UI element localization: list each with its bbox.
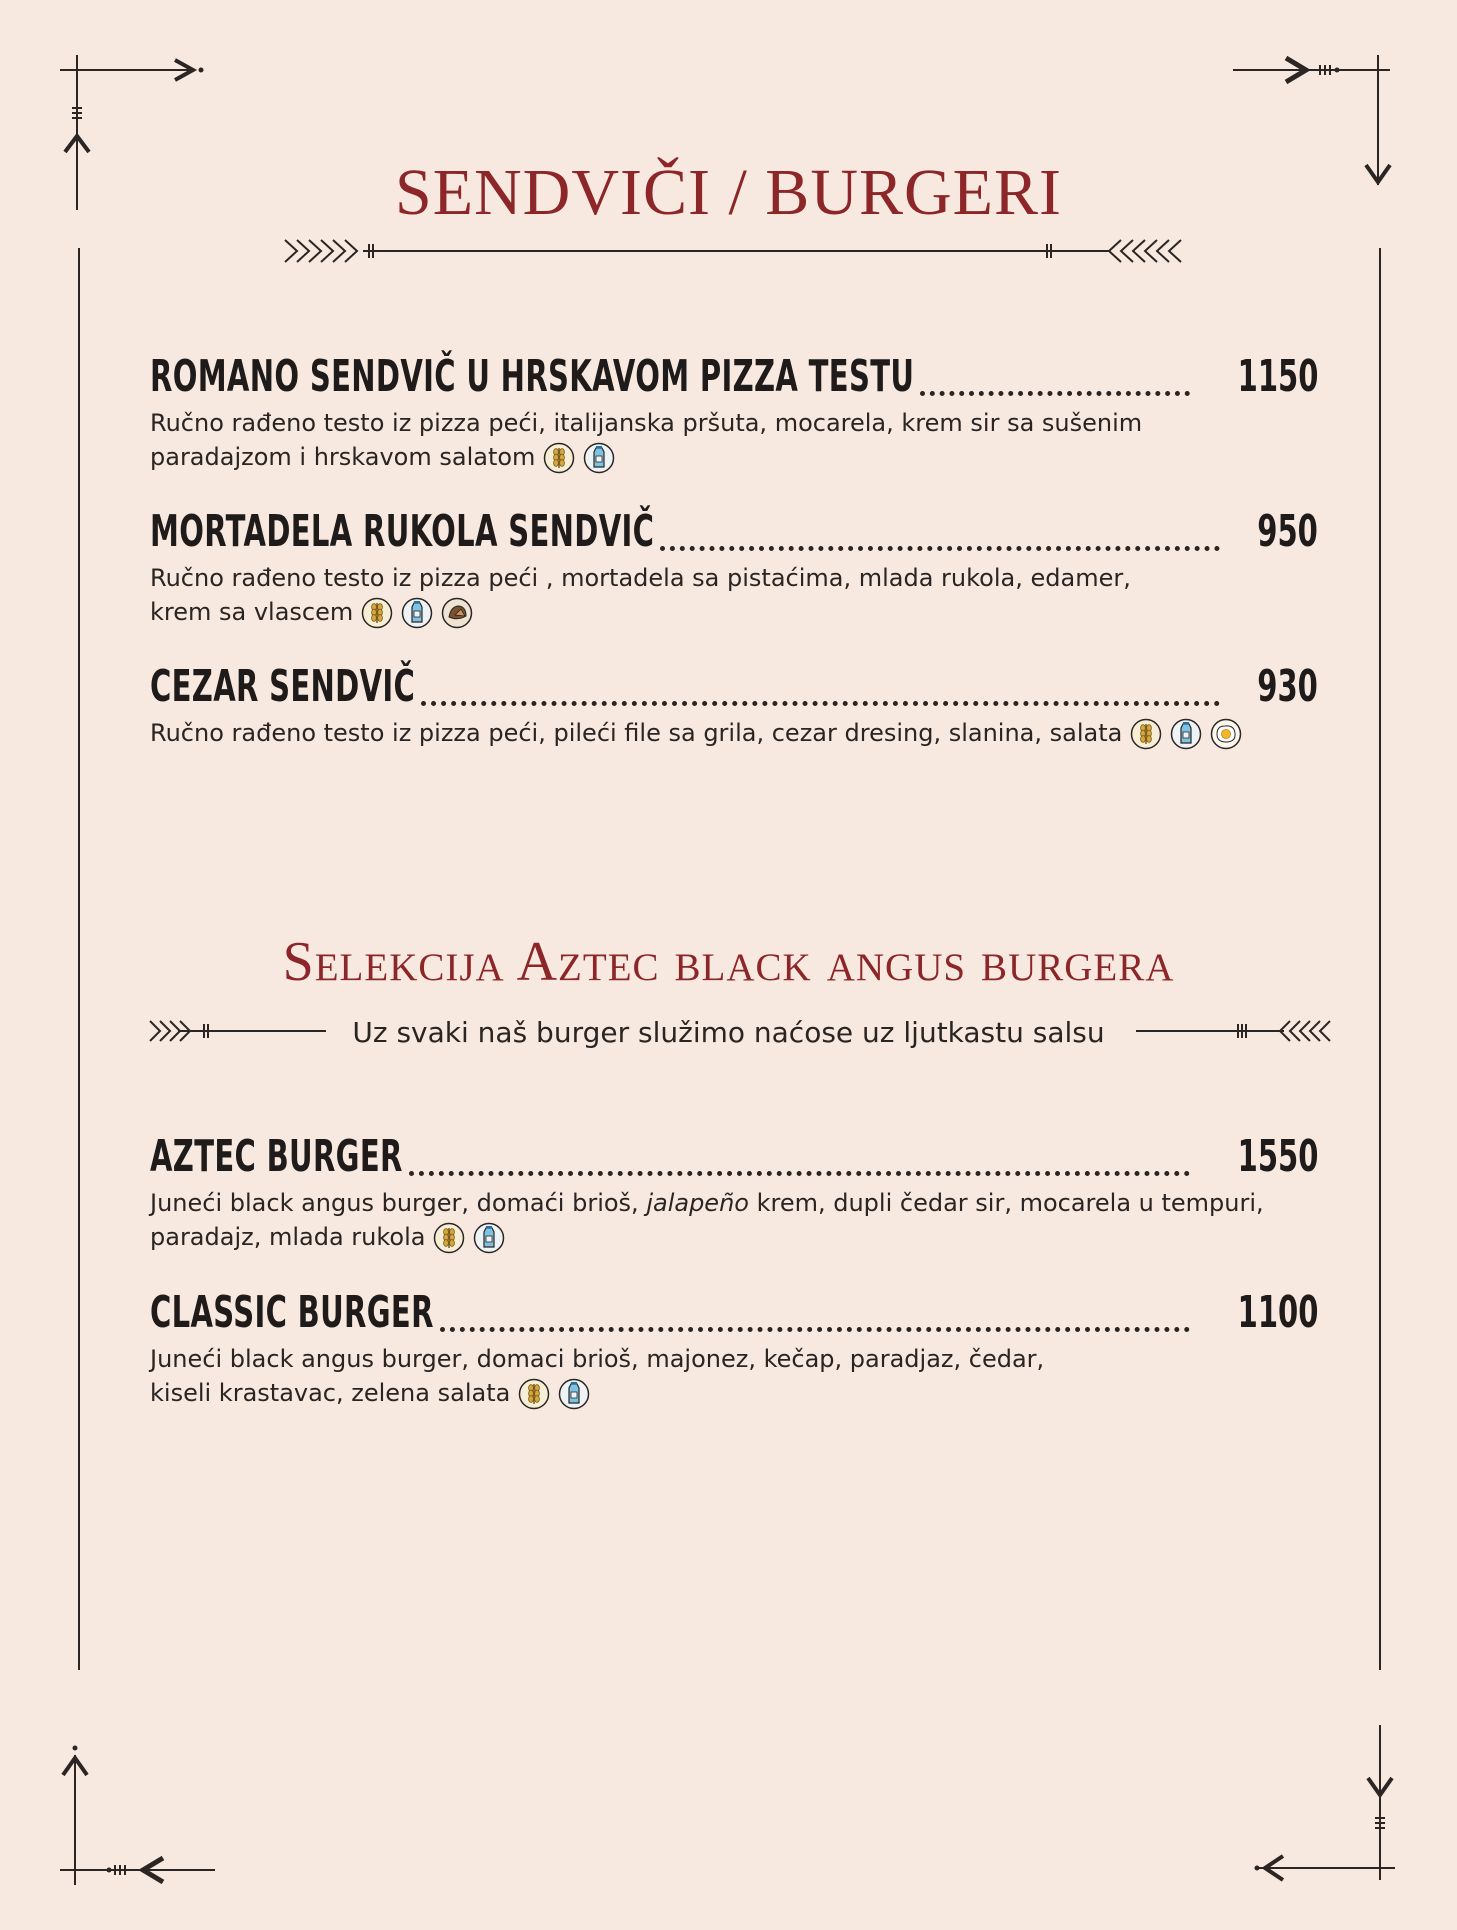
menu-item-aztec-burger [150, 1130, 1318, 1254]
corner-bottom-right-arrow-icon [1245, 1720, 1405, 1890]
item-name: CEZAR SENDVIČ [150, 661, 416, 712]
title-arrow-divider-icon [283, 232, 1183, 270]
menu-item-classic-burger [150, 1286, 1318, 1410]
subtitle-right-arrow-icon [1134, 1016, 1334, 1046]
description-text: krem sa vlascem [150, 598, 354, 626]
description-line [150, 1186, 1318, 1220]
description-line: Juneći black angus burger, domaci brioš, majonez, kečap, paradjaz, čedar, [150, 1345, 1045, 1373]
menu-item-cezar [150, 660, 1318, 750]
description-text: Ručno rađeno testo iz pizza peći, pileći file sa grila, cezar dresing, slanina, salata [150, 719, 1123, 747]
menu-item-romano [150, 350, 1318, 474]
item-price: 950 [1257, 506, 1318, 557]
dot-leader [409, 1171, 1190, 1176]
gluten-icon [361, 597, 393, 629]
item-price: 1550 [1237, 1131, 1318, 1182]
gluten-icon [433, 1222, 465, 1254]
item-price: 930 [1257, 661, 1318, 712]
item-price: 1100 [1237, 1287, 1318, 1338]
description-line [150, 595, 1318, 629]
dot-leader [421, 701, 1220, 706]
milk-icon [558, 1378, 590, 1410]
item-name: CLASSIC BURGER [150, 1287, 434, 1338]
dot-leader [440, 1327, 1190, 1332]
item-name: MORTADELA RUKOLA SENDVIČ [150, 506, 655, 557]
item-name: ROMANO SENDVIČ U HRSKAVOM PIZZA TESTU [150, 351, 915, 402]
item-description [150, 406, 1318, 474]
item-description [150, 561, 1318, 629]
description-text: paradajzom i hrskavom salatom [150, 443, 536, 471]
description-line [150, 1220, 1318, 1254]
dot-leader [660, 546, 1220, 551]
section-title-sandwiches: SENDVIČI / BURGERI [394, 156, 1062, 229]
description-line: Ručno rađeno testo iz pizza peći, italijanska pršuta, mocarela, krem sir sa sušenim [150, 409, 1143, 437]
item-description [150, 1342, 1318, 1410]
egg-icon [1210, 718, 1242, 750]
subtitle-left-arrow-icon [148, 1016, 328, 1046]
description-text: krem, dupli čedar sir, mocarela u tempuri, [748, 1189, 1264, 1217]
description-line [150, 1376, 1318, 1410]
milk-icon [473, 1222, 505, 1254]
description-line [150, 440, 1318, 474]
milk-icon [401, 597, 433, 629]
corner-bottom-left-arrow-icon [55, 1740, 225, 1890]
item-description [150, 716, 1318, 750]
milk-icon [1170, 718, 1202, 750]
gluten-icon [518, 1378, 550, 1410]
item-price: 1150 [1237, 351, 1318, 402]
milk-icon [583, 442, 615, 474]
description-italic: jalapeño [646, 1189, 749, 1217]
description-text: Juneći black angus burger, domaći brioš, [150, 1189, 647, 1217]
burger-subtitle: Uz svaki naš burger služimo naćose uz ljutkastu salsu [352, 1016, 1105, 1049]
description-line: Ručno rađeno testo iz pizza peći , mortadela sa pistaćima, mlada rukola, edamer, [150, 564, 1131, 592]
dot-leader [920, 391, 1189, 396]
item-description [150, 1186, 1318, 1254]
gluten-icon [1130, 718, 1162, 750]
description-text: kiseli krastavac, zelena salata [150, 1379, 511, 1407]
gluten-icon [543, 442, 575, 474]
nuts-icon [441, 597, 473, 629]
description-text: paradajz, mlada rukola [150, 1223, 426, 1251]
description-line [150, 716, 1318, 750]
menu-item-mortadela [150, 505, 1318, 629]
item-name: AZTEC BURGER [150, 1131, 403, 1182]
section-title-burgers: Selekcija Aztec black angus burgera [282, 931, 1175, 993]
